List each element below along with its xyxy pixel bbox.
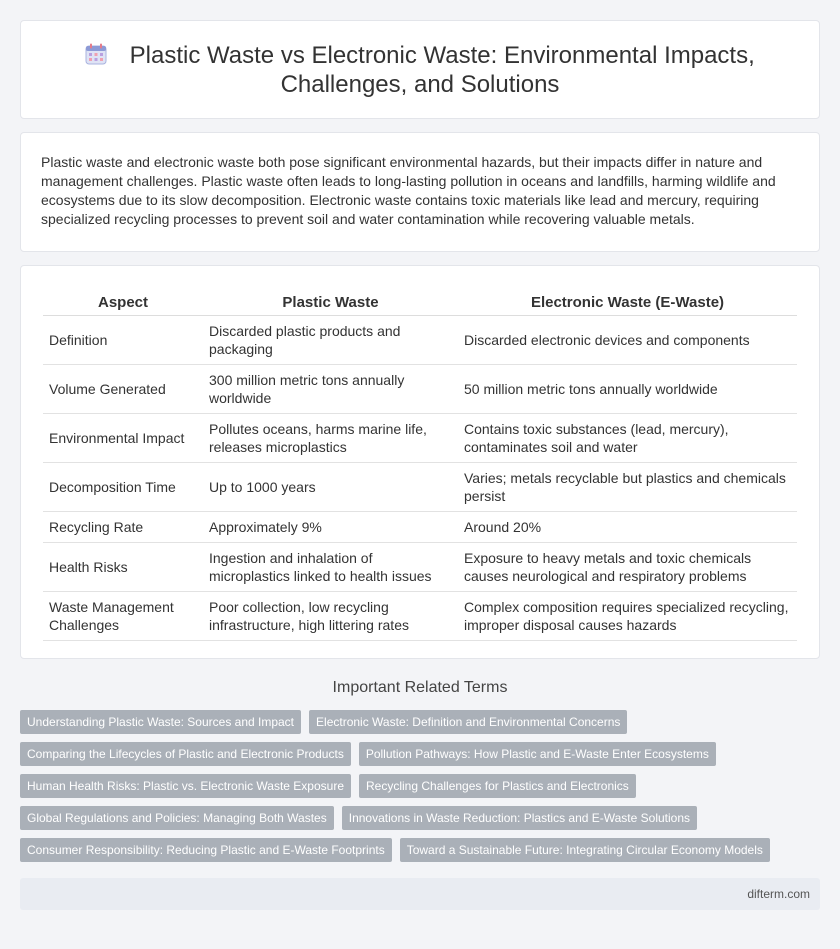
- row-plastic: Pollutes oceans, harms marine life, releases microplastics: [203, 414, 458, 463]
- table-row: [43, 365, 797, 414]
- related-term-tag[interactable]: Comparing the Lifecycles of Plastic and Electronic Products: [20, 742, 351, 766]
- header-plastic-waste: Plastic Waste: [203, 288, 458, 316]
- row-plastic: Up to 1000 years: [203, 463, 458, 512]
- header-electronic-waste: Electronic Waste (E-Waste): [458, 288, 797, 316]
- intro-card: [20, 132, 820, 252]
- table-row: [43, 463, 797, 512]
- page-title: Plastic Waste vs Electronic Waste: Environmental Impacts, Challenges, and Solutions: [129, 41, 755, 98]
- footer: [20, 878, 820, 910]
- row-ewaste: Around 20%: [458, 512, 797, 543]
- comparison-table: [43, 288, 797, 641]
- table-row: [43, 414, 797, 463]
- table-row: [43, 543, 797, 592]
- related-terms-heading: Important Related Terms: [332, 679, 508, 696]
- header-aspect: Aspect: [43, 288, 203, 316]
- row-aspect: Recycling Rate: [43, 512, 203, 543]
- row-plastic: Ingestion and inhalation of microplastics linked to health issues: [203, 543, 458, 592]
- table-row: [43, 512, 797, 543]
- row-aspect: Health Risks: [43, 543, 203, 592]
- row-aspect: Volume Generated: [43, 365, 203, 414]
- row-aspect: Waste Management Challenges: [43, 592, 203, 641]
- related-term-tag[interactable]: Understanding Plastic Waste: Sources and Impact: [20, 710, 301, 734]
- related-term-tag[interactable]: Recycling Challenges for Plastics and Electronics: [359, 774, 636, 798]
- title-card: [20, 20, 820, 119]
- related-term-tag[interactable]: Innovations in Waste Reduction: Plastics and E-Waste Solutions: [342, 806, 697, 830]
- row-aspect: Definition: [43, 316, 203, 365]
- row-ewaste: Complex composition requires specialized recycling, improper disposal causes hazards: [458, 592, 797, 641]
- calendar-icon: [85, 43, 107, 65]
- related-terms-section: [0, 679, 840, 862]
- related-term-tag[interactable]: Consumer Responsibility: Reducing Plastic and E-Waste Footprints: [20, 838, 392, 862]
- related-term-tag[interactable]: Human Health Risks: Plastic vs. Electronic Waste Exposure: [20, 774, 351, 798]
- title-wrap: [61, 41, 779, 99]
- row-ewaste: Discarded electronic devices and components: [458, 316, 797, 365]
- intro-paragraph: Plastic waste and electronic waste both pose significant environmental hazards, but their impacts differ in nature and management challenges. Plastic waste often leads to long-lasting pollution in oceans and landfills, harming wildlife and ecosystems due to its slow decomposition. Electronic waste contains toxic materials like lead and mercury, requiring specialized recycling processes to prevent soil and water contamination while recovering valuable metals.: [41, 154, 776, 227]
- row-plastic: 300 million metric tons annually worldwide: [203, 365, 458, 414]
- row-ewaste: Contains toxic substances (lead, mercury), contaminates soil and water: [458, 414, 797, 463]
- related-terms-tags: [20, 710, 820, 862]
- table-row: [43, 592, 797, 641]
- related-term-tag[interactable]: Global Regulations and Policies: Managing Both Wastes: [20, 806, 334, 830]
- table-row: [43, 316, 797, 365]
- related-term-tag[interactable]: Toward a Sustainable Future: Integrating Circular Economy Models: [400, 838, 770, 862]
- row-aspect: Decomposition Time: [43, 463, 203, 512]
- row-plastic: Poor collection, low recycling infrastructure, high littering rates: [203, 592, 458, 641]
- row-aspect: Environmental Impact: [43, 414, 203, 463]
- row-plastic: Discarded plastic products and packaging: [203, 316, 458, 365]
- related-term-tag[interactable]: Electronic Waste: Definition and Environmental Concerns: [309, 710, 627, 734]
- table-header-row: [43, 288, 797, 316]
- related-term-tag[interactable]: Pollution Pathways: How Plastic and E-Waste Enter Ecosystems: [359, 742, 716, 766]
- row-plastic: Approximately 9%: [203, 512, 458, 543]
- row-ewaste: Exposure to heavy metals and toxic chemicals causes neurological and respiratory problems: [458, 543, 797, 592]
- comparison-table-card: [20, 265, 820, 659]
- row-ewaste: Varies; metals recyclable but plastics and chemicals persist: [458, 463, 797, 512]
- footer-site-link[interactable]: difterm.com: [747, 887, 810, 901]
- row-ewaste: 50 million metric tons annually worldwide: [458, 365, 797, 414]
